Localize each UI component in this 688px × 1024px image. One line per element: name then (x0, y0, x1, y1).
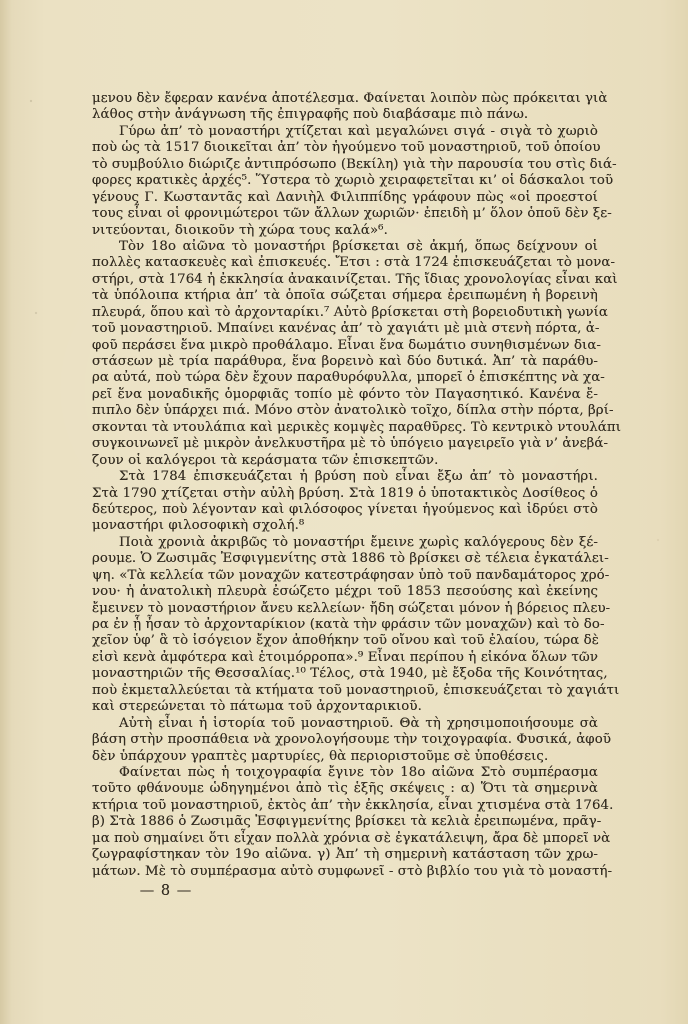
text-line: σκονται τὰ ντουλάπια καὶ μερικὲς κομψὲς παραθῦρες. Τὸ κεντρικὸ ντουλάπι (92, 419, 622, 435)
text-line: πιπλο δὲν ὑπάρχει πιά. Μόνο στὸν ἀνατολικὸ τοῖχο, δίπλα στὴν πόρτα, βρί- (92, 403, 614, 419)
body-text-column (92, 91, 622, 880)
text-line: β) Στὰ 1886 ὁ Ζωσιμᾶς Ἐσφιγμενίτης βρίσκει τὰ κελιὰ ἐρειπωμένα, πρᾶγ- (92, 814, 602, 830)
text-line: ποὺ ἐκμεταλλεύεται τὰ κτήματα τοῦ μοναστηριοῦ, ἐπισκευάζεται τὸ χαγιάτι (92, 682, 620, 698)
text-line: δὲν ὑπάρχουν γραπτὲς μαρτυρίες, θὰ περιοριστοῦμε σὲ ὑποθέσεις. (92, 748, 549, 764)
text-line: ζουν οἱ καλόγεροι τὰ κεράσματα τῶν ἐπισκεπτῶν. (92, 452, 439, 468)
text-line: πλευρά, ὅπου καὶ τὸ ἀρχονταρίκι.⁷ Αὐτὸ βρίσκεται στὴ βορειοδυτικὴ γωνία (92, 304, 608, 320)
text-line: τὰ ὑπόλοιπα κτήρια ἀπ’ τὰ ὁποῖα σώζεται σήμερα ἐρειπωμένη ἡ βορεινὴ (92, 288, 598, 304)
text-line: Τὸν 18ο αἰῶνα τὸ μοναστήρι βρίσκεται σὲ ἀκμή, ὅπως δείχνουν οἱ (119, 238, 598, 254)
text-line: μοναστήρι φιλοσοφικὴ σχολή.⁸ (92, 518, 305, 534)
text-line: κτήρια τοῦ μοναστηριοῦ, ἐκτὸς ἀπ’ τὴν ἐκκλησία, εἶναι χτισμένα στὰ 1764. (92, 797, 614, 813)
text-line: στήρι, στὰ 1764 ἡ ἐκκλησία ἀνακαινίζεται. Τῆς ἴδιας χρονολογίας εἶναι καὶ (92, 271, 618, 287)
text-line: Φαίνεται πὼς ἡ τοιχογραφία ἔγινε τὸν 18ο αἰῶνα Στὸ συμπέρασμα (119, 764, 598, 780)
text-line: τους εἶναι οἱ φρονιμώτεροι τῶν ἄλλων χωριῶν· ἐπειδὴ μ’ ὅλον ὁποῦ δὲν ξε- (92, 206, 612, 222)
text-line: Στὰ 1784 ἐπισκευάζεται ἡ βρύση ποὺ εἶναι ἔξω ἀπ’ τὸ μοναστήρι. (119, 469, 598, 485)
text-line: στάσεων μὲ τρία παράθυρα, ἕνα βορεινὸ καὶ δύο δυτικά. Ἀπ’ τὰ παράθυ- (92, 354, 598, 369)
text-line: φορες κρατικὲς ἀρχές⁵. Ὕστερα τὸ χωριὸ χειραφετεῖται κι’ οἱ δάσκαλοι τοῦ (92, 173, 614, 189)
text-line: ἔμεινεν τὸ μοναστήριον ἄνευ κελλείων· ἤδη σώζεται μόνον ἡ βόρειος πλευ- (92, 600, 611, 616)
text-line: συγκοινωνεῖ μὲ μικρὸν ἀνελκυστῆρα μὲ τὸ ὑπόγειο μαγειρεῖο γιὰ ν’ ἀνεβά- (92, 436, 609, 452)
text-line: ρα αὐτά, ποὺ τώρα δὲν ἔχουν παραθυρόφυλλα, μπορεῖ ὁ ἐπισκέπτης νὰ χα- (92, 370, 605, 386)
text-line: Αὐτὴ εἶναι ἡ ἱστορία τοῦ μοναστηριοῦ. Θὰ τὴ χρησιμοποιήσουμε σὰ (119, 715, 598, 731)
text-line: Γύρω ἀπ’ τὸ μοναστήρι χτίζεται καὶ μεγαλώνει σιγά - σιγὰ τὸ χωριὸ (119, 123, 598, 139)
text-line: τὸ συμβούλιο διώριζε ἀντιπρόσωπο (Βεκίλη) γιὰ τὴν παρουσία του στὶς διά- (92, 156, 617, 172)
text-line: τοῦτο φθάνουμε ὡδηγημένοι ἀπὸ τὶς ἑξῆς σκέψεις : α) Ὅτι τὰ σημερινὰ (92, 781, 598, 797)
text-line: ρουμε. Ὁ Ζωσιμᾶς Ἐσφιγμενίτης στὰ 1886 τὸ βρίσκει σὲ τέλεια ἐγκατάλει- (92, 551, 609, 567)
text-line: λάθος στὴν ἀνάγνωση τῆς ἐπιγραφῆς ποὺ διαβάσαμε πιὸ πάνω. (92, 107, 529, 123)
text-line: καὶ στερεώνεται τὸ πάτωμα τοῦ ἀρχονταρικιοῦ. (92, 699, 422, 715)
text-line: Ποιὰ χρονιὰ ἀκριβῶς τὸ μοναστήρι ἔμεινε χωρὶς καλόγερους δὲν ξέ- (119, 534, 598, 550)
text-line: δεύτερος, ποὺ λέγονταν καὶ φιλόσοφος γίνεται ἡγούμενος καὶ ἱδρύει στὸ (92, 501, 598, 517)
text-line: βάση στὴν προσπάθεια νὰ χρονολογήσουμε τὴν τοιχογραφία. Φυσικά, ἀφοῦ (92, 732, 612, 748)
text-line: ζωγραφίστηκαν τὸν 19ο αἰῶνα. γ) Ἀπ’ τὴ σημερινὴ κατάσταση τῶν χρω- (92, 847, 598, 863)
text-line: μα ποὺ σημαίνει ὅτι εἶχαν πολλὰ χρόνια σὲ ἐγκατάλειψη, ἄρα δὲ μπορεῖ νὰ (92, 830, 611, 846)
text-line: Στὰ 1790 χτίζεται στὴν αὐλὴ βρύση. Στὰ 1819 ὁ ὑποτακτικὸς Δοσίθεος ὁ (92, 485, 598, 501)
text-line: ψη. «Τὰ κελλεία τῶν μοναχῶν κατεστράφησαν ὑπὸ τοῦ πανδαμάτορος χρό- (92, 567, 610, 583)
text-line: νου· ἡ ἀνατολικὴ πλευρὰ ἐσώζετο μέχρι τοῦ 1853 πεσούσης καὶ ἐκείνης (92, 584, 598, 600)
text-line: νιτεύονται, διοικοῦν τὴ χώρα τους καλά»⁶. (92, 222, 388, 238)
text-line: γένους Γ. Κωσταντᾶς καὶ Δανιὴλ Φιλιππίδης γράφουν πὼς «οἱ προεστοί (92, 189, 598, 205)
text-line: μενου δὲν ἔφεραν κανένα ἀποτέλεσμα. Φαίνεται λοιπὸν πὼς πρόκειται γιὰ (92, 91, 608, 106)
page-number: — 8 — (139, 883, 193, 899)
text-line: μοναστηριῶν τῆς Θεσσαλίας.¹⁰ Τέλος, στὰ 1940, μὲ ἔξοδα τῆς Κοινότητας, (92, 666, 608, 682)
text-line: τοῦ μοναστηριοῦ. Μπαίνει κανένας ἀπ’ τὸ χαγιάτι μὲ μιὰ στενὴ πόρτα, ἀ- (92, 321, 600, 337)
text-line: μάτων. Μὲ τὸ συμπέρασμα αὐτὸ συμφωνεῖ - στὸ βιβλίο του γιὰ τὸ μοναστή- (92, 863, 613, 879)
text-line: ρεῖ ἕνα μοναδικῆς ὁμορφιᾶς τοπίο μὲ φόντο τὸν Παγασητικό. Κανένα ἔ- (92, 386, 598, 402)
text-line: χεῖον ὑφ’ ἃ τὸ ἰσόγειον ἔχον ἀποθήκην τοῦ οἴνου καὶ τοῦ ἐλαίου, τώρα δὲ (92, 633, 600, 649)
text-line: εἰσὶ κενὰ ἀμφότερα καὶ ἑτοιμόρροπα».⁹ Εἶναι περίπου ἡ εἰκόνα ὅλων τῶν (92, 649, 598, 665)
text-line: πολλὲς κατασκευὲς καὶ ἐπισκευές. Ἔτσι : στὰ 1724 ἐπισκευάζεται τὸ μονα- (92, 255, 616, 271)
text-line: φοῦ περάσει ἕνα μικρὸ προθάλαμο. Εἶναι ἕνα δωμάτιο συνηθισμένων δια- (92, 337, 602, 353)
text-line: ποὺ ὡς τὰ 1517 διοικεῖται ἀπ’ τὸν ἡγούμενο τοῦ μοναστηριοῦ, τοῦ ὁποίου (92, 140, 601, 156)
text-line: ρα ἐν ᾗ ἦσαν τὸ ἀρχονταρίκιον (κατὰ τὴν φράσιν τῶν μοναχῶν) καὶ τὸ δο- (92, 617, 605, 632)
